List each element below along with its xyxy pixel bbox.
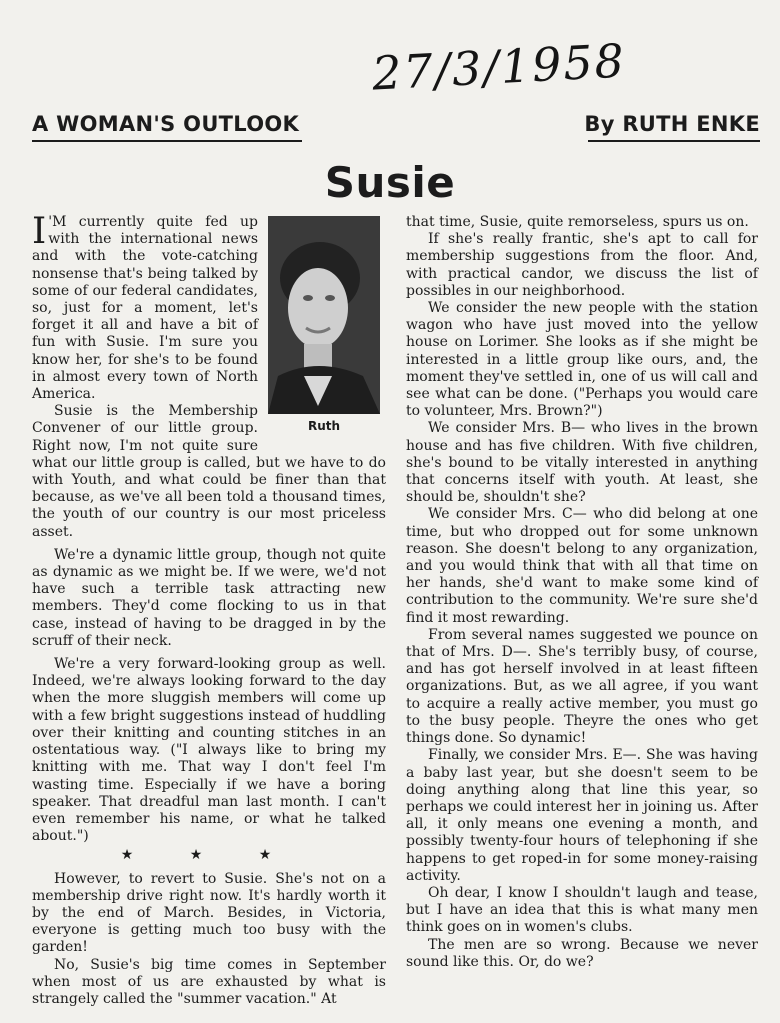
paragraph: From several names suggested we pounce on that of Mrs. D—. She's terribly busy, of course, and has got herself involved in at least fifteen organizations. But, as we all agree, if you want to acquire a really active member, you must go to the busy people. Theyre the ones who get things done. So dynamic! bbox=[406, 626, 758, 747]
photo-caption: Ruth bbox=[307, 419, 341, 433]
byline: By RUTH ENKE bbox=[584, 112, 760, 136]
right-column bbox=[406, 214, 758, 971]
paragraph: The men are so wrong. Because we never sound like this. Or, do we? bbox=[406, 936, 758, 970]
article-title: Susie bbox=[324, 158, 456, 207]
portrait-image bbox=[268, 216, 380, 414]
paragraph bbox=[32, 211, 386, 433]
handwritten-date: 27/3/1958 bbox=[370, 33, 628, 101]
paragraph: However, to revert to Susie. She's not on a membership drive right now. It's hardly worth it by the end of March. Besides, in Victoria, everyone is getting much too busy with the garden! bbox=[32, 870, 386, 956]
paragraph: Oh dear, I know I shouldn't laugh and tease, but I have an idea that this is what many men think goes on in women's clubs. bbox=[406, 884, 758, 936]
byline-underline bbox=[588, 140, 760, 142]
paragraph: We're a dynamic little group, though not quite as dynamic as we might be. If we were, we'd not have such a terrible task attracting new members. They'd come flocking to us in that case, instead of having to be dragged in by the scruff of their neck. bbox=[32, 546, 386, 649]
paragraph: We're a very forward-looking group as well. Indeed, we're always looking forward to the day when the more sluggish members will come up with a few bright suggestions instead of huddling over their knitting and counting stitches in an ostentatious way. ("I always like to bring my knitting with me. That way I don't feel I'm wasting time. Especially if we have a boring speaker. That dreadful man last month. I can't even remember his name, or what he talked about.") bbox=[32, 656, 386, 845]
paragraph: If she's really frantic, she's apt to call for membership suggestions from the floor. And, with practical candor, we discuss the list of possibles in our neighborhood. bbox=[406, 231, 758, 299]
paragraph: Susie is the Membership Convener of our little group. Right now, I'm not quite sure what our little group is called, but we have to do with Youth, and what could be finer than that because, as we've all been told a thousand times, the youth of our country is our most priceless asset. bbox=[32, 403, 386, 540]
paragraph: that time, Susie, quite remorseless, spurs us on. bbox=[406, 214, 749, 230]
left-column bbox=[32, 211, 386, 1008]
paragraph: We consider Mrs. C— who did belong at one time, but who dropped out for some unknown reason. She doesn't belong to any organization, and you would think that with all that time on her hands, she'd want to make some kind of contribution to the community. We're sure she'd find it most rewarding. bbox=[406, 506, 758, 626]
paragraph: No, Susie's big time comes in September when most of us are exhausted by what is strangely called the "summer vacation." At bbox=[32, 956, 386, 1007]
paragraph: We consider Mrs. B— who lives in the brown house and has five children. With five children, she's bound to be vitally interested in anything that concerns itself with youth. At least, she should be, shouldn't she? bbox=[406, 420, 758, 506]
paragraph: Finally, we consider Mrs. E—. She was having a baby last year, but she doesn't seem to be doing anything along that line this year, so perhaps we could interest her in joining us. After all, it only means one evening a month, and possibly twenty-four hours of telephoning if she happens to get roped-in for some money-raising activity. bbox=[406, 747, 758, 884]
section-break-stars: ★ ★ ★ bbox=[120, 847, 298, 864]
column-name: A WOMAN'S OUTLOOK bbox=[32, 112, 300, 136]
paragraph: We consider the new people with the station wagon who have just moved into the yellow house on Lorimer. She looks as if she might be interested in a little group like ours, and, the moment they've settled in, one of us will call and see what can be done. ("Perhaps you would care to volunteer, Mrs. Brown?") bbox=[406, 300, 758, 420]
column-name-underline bbox=[32, 140, 302, 142]
author-photo bbox=[268, 216, 380, 435]
paragraph-text: 'M currently quite fed up with the international news and with the vote-catching nonsense that's being talked by some of our federal candidates, so, just for a moment, let's forget it all and have a bit of fun with Susie. I'm sure you know her, for she's to be found in almost every town of North America. bbox=[32, 214, 258, 403]
drop-cap: I bbox=[32, 211, 47, 252]
